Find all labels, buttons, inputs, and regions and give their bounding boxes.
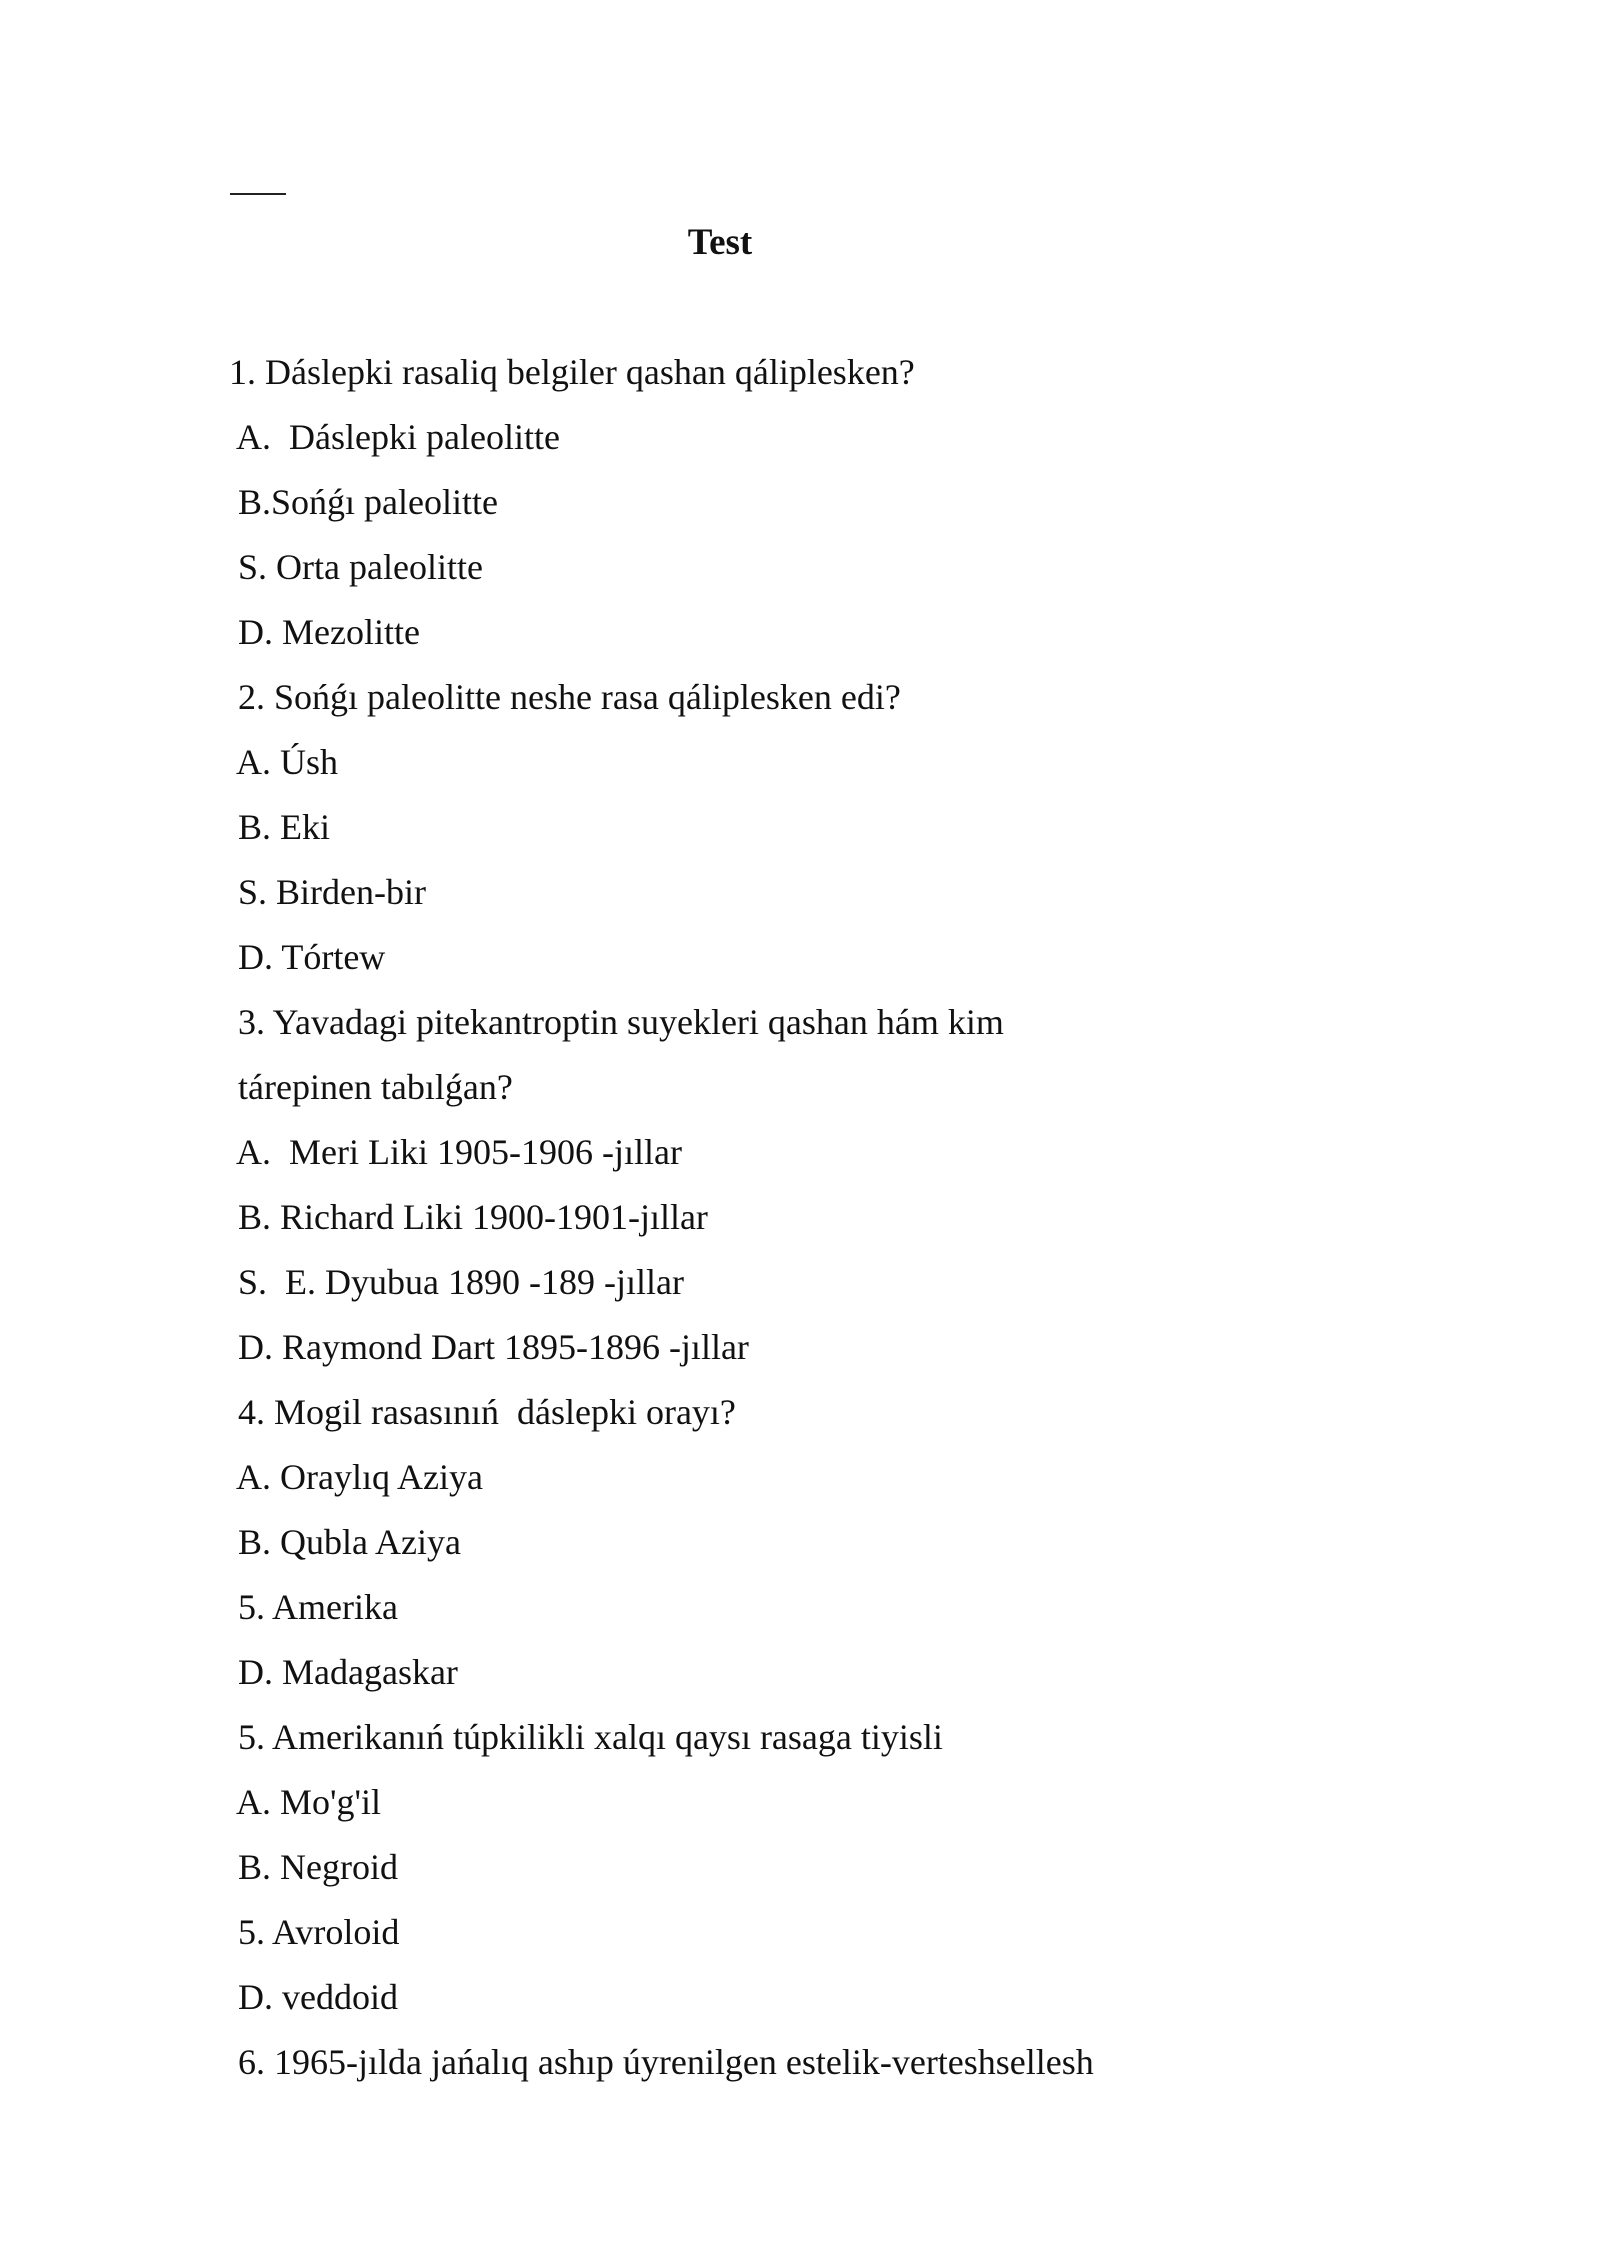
- question-line: tárepinen tabılǵan?: [229, 1067, 513, 1107]
- answer-option: D. veddoid: [229, 1977, 398, 2017]
- question-line: 6. 1965-jılda jańalıq ashıp úyrenilgen estelik-verteshsellesh: [229, 2042, 1094, 2082]
- question-line: 5. Amerikanıń túpkilikli xalqı qaysı rasaga tiyisli: [229, 1717, 943, 1757]
- question-line: 3. Yavadagi pitekantroptin suyekleri qashan hám kim: [229, 1002, 1004, 1042]
- question-line: 2. Sońǵı paleolitte neshe rasa qáliplesken edi?: [229, 677, 901, 717]
- answer-option: D. Tórtew: [229, 937, 386, 977]
- answer-option: S. E. Dyubua 1890 -189 -jıllar: [229, 1262, 684, 1302]
- answer-option: D. Raymond Dart 1895-1896 -jıllar: [229, 1327, 749, 1367]
- question-line: 1. Dáslepki rasaliq belgiler qashan qáliplesken?: [229, 352, 915, 392]
- answer-option: 5. Amerika: [229, 1587, 398, 1627]
- answer-option: A. Úsh: [229, 742, 339, 782]
- answer-option: B. Qubla Aziya: [229, 1522, 461, 1562]
- answer-option: 5. Avroloid: [229, 1912, 400, 1952]
- answer-option: B. Negroid: [229, 1847, 398, 1887]
- answer-option: A. Mo'g'il: [229, 1782, 381, 1822]
- answer-option: B. Eki: [229, 807, 331, 847]
- answer-option: B.Sońǵı paleolitte: [229, 482, 498, 522]
- answer-option: S. Birden-bir: [229, 872, 426, 912]
- top-rule: [230, 193, 286, 195]
- answer-option: B. Richard Liki 1900-1901-jıllar: [229, 1197, 708, 1237]
- answer-option: D. Madagaskar: [229, 1652, 458, 1692]
- answer-option: A. Meri Liki 1905-1906 -jıllar: [229, 1132, 682, 1172]
- answer-option: S. Orta paleolitte: [229, 547, 483, 587]
- answer-option: A. Dáslepki paleolitte: [229, 417, 560, 457]
- question-line: 4. Mogil rasasınıń dáslepki orayı?: [229, 1392, 736, 1432]
- answer-option: D. Mezolitte: [229, 612, 420, 652]
- answer-option: A. Oraylıq Aziya: [229, 1457, 483, 1497]
- document-title: Test: [687, 222, 753, 263]
